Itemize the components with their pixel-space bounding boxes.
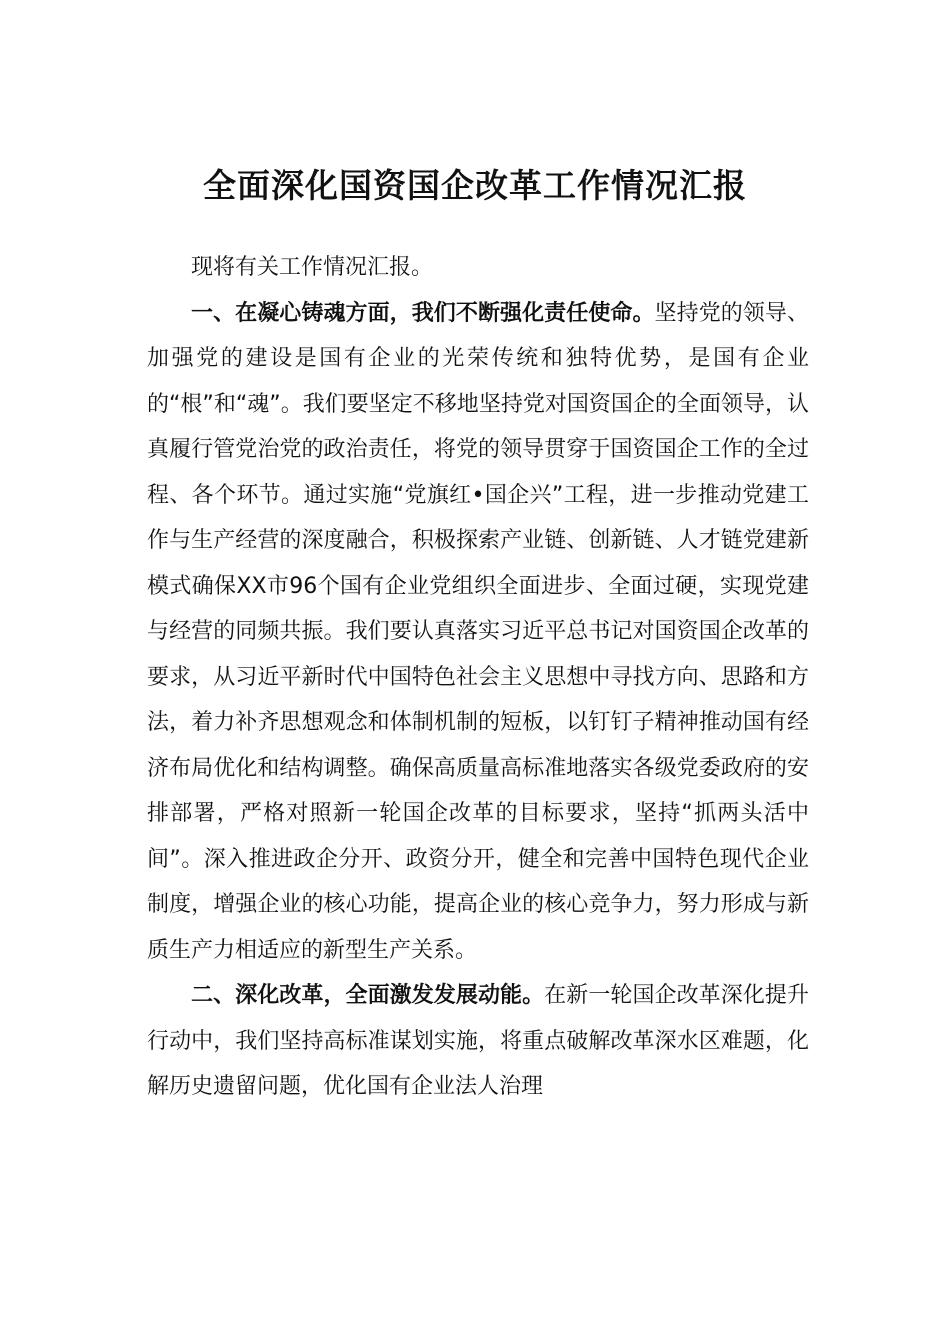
document-title: 全面深化国资国企改革工作情况汇报: [203, 166, 747, 205]
paragraph-intro: [147, 245, 809, 291]
paragraph-text: 坚持党的领导、加强党的建设是国有企业的光荣传统和独特优势，是国有企业的“根”和“魂”。我们要坚定不移地坚持党对国资国企的全面领导，认真履行管党治党的政治责任，将党的领导贯穿于国资国企工作的全过程、各个环节。通过实施“党旗红•国企兴”工程，进一步推动党建工作与生产经营的深度融合，积极探索产业链、创新链、人才链党建新模式确保XX市96个国有企业党组织全面进步、全面过硬，实现党建与经营的同频共振。我们要认真落实习近平总书记对国资国企改革的要求，从习近平新时代中国特色社会主义思想中寻找方向、思路和方法，着力补齐思想观念和体制机制的短板，以钉钉子精神推动国有经济布局优化和结构调整。确保高质量高标准地落实各级党委政府的安排部署，严格对照新一轮国企改革的目标要求，坚持“抓两头活中间”。深入推进政企分开、政资分开，健全和完善中国特色现代企业制度，增强企业的核心功能，提高企业的核心竞争力，努力形成与新质生产力相适应的新型生产关系。: [147, 300, 809, 963]
paragraph-section-1: [147, 291, 809, 974]
section-heading: 二、深化改革，全面激发发展动能。: [191, 983, 545, 1008]
paragraph-text: 在新一轮国企改革深化提升行动中，我们坚持高标准谋划实施，将重点破解改革深水区难题，化解历史遗留问题，优化国有企业法人治理: [147, 983, 809, 1099]
paragraph-text: 现将有关工作情况汇报。: [191, 255, 434, 280]
section-heading: 一、在凝心铸魂方面，我们不断强化责任使命。: [191, 300, 655, 326]
paragraph-section-2: [147, 973, 809, 1110]
document-body: [147, 245, 809, 1110]
